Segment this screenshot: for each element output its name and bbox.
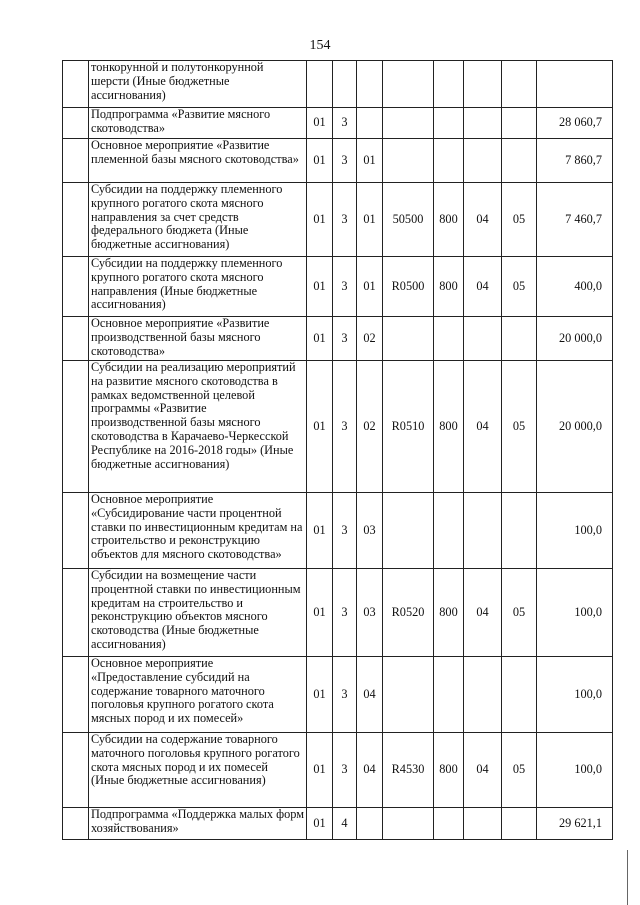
code-cell bbox=[464, 493, 502, 569]
code-cell: 03 bbox=[357, 493, 383, 569]
code-cell: 3 bbox=[333, 569, 357, 657]
code-cell: R0500 bbox=[383, 257, 434, 317]
blank-cell bbox=[63, 183, 89, 257]
code-cell: 01 bbox=[307, 493, 333, 569]
code-cell bbox=[502, 139, 537, 183]
code-cell: 800 bbox=[434, 257, 464, 317]
code-cell bbox=[464, 61, 502, 108]
name-cell: Субсидии на поддержку племенного крупного рогатого скота мясного направления за счет средств федерального бюджета (Иные бюджетные ассигнования) bbox=[89, 183, 307, 257]
code-cell: 04 bbox=[464, 361, 502, 493]
blank-cell bbox=[63, 317, 89, 361]
code-cell bbox=[333, 61, 357, 108]
code-cell: 800 bbox=[434, 361, 464, 493]
table-row bbox=[63, 569, 613, 657]
code-cell bbox=[464, 139, 502, 183]
table-row bbox=[63, 108, 613, 139]
code-cell: 04 bbox=[464, 183, 502, 257]
sum-cell: 100,0 bbox=[537, 657, 613, 733]
code-cell bbox=[383, 808, 434, 840]
blank-cell bbox=[63, 108, 89, 139]
code-cell bbox=[383, 317, 434, 361]
code-cell: 04 bbox=[357, 733, 383, 808]
code-cell bbox=[502, 657, 537, 733]
table-row bbox=[63, 317, 613, 361]
code-cell bbox=[502, 317, 537, 361]
table-row bbox=[63, 361, 613, 493]
code-cell: 800 bbox=[434, 183, 464, 257]
code-cell: 3 bbox=[333, 183, 357, 257]
table-row bbox=[63, 733, 613, 808]
code-cell bbox=[502, 61, 537, 108]
code-cell bbox=[357, 108, 383, 139]
code-cell: 3 bbox=[333, 361, 357, 493]
sum-cell: 100,0 bbox=[537, 733, 613, 808]
code-cell: 01 bbox=[307, 257, 333, 317]
sum-cell: 100,0 bbox=[537, 493, 613, 569]
code-cell bbox=[383, 139, 434, 183]
sum-cell: 28 060,7 bbox=[537, 108, 613, 139]
code-cell: 02 bbox=[357, 361, 383, 493]
code-cell: 01 bbox=[307, 317, 333, 361]
code-cell: 04 bbox=[464, 733, 502, 808]
blank-cell bbox=[63, 61, 89, 108]
blank-cell bbox=[63, 139, 89, 183]
code-cell bbox=[434, 657, 464, 733]
name-cell: Субсидии на содержание товарного маточного поголовья крупного рогатого скота мясных пород и их помесей (Иные бюджетные ассигнования) bbox=[89, 733, 307, 808]
code-cell: R4530 bbox=[383, 733, 434, 808]
sum-cell: 400,0 bbox=[537, 257, 613, 317]
code-cell: 05 bbox=[502, 569, 537, 657]
page-number: 154 bbox=[309, 38, 331, 53]
blank-cell bbox=[63, 808, 89, 840]
code-cell bbox=[434, 808, 464, 840]
code-cell bbox=[464, 108, 502, 139]
name-cell: Основное мероприятие «Субсидирование части процентной ставки по инвестиционным кредитам на строительство и реконструкцию объектов для мясного скотоводства» bbox=[89, 493, 307, 569]
code-cell bbox=[434, 139, 464, 183]
code-cell: 05 bbox=[502, 183, 537, 257]
code-cell: R0520 bbox=[383, 569, 434, 657]
table-row bbox=[63, 139, 613, 183]
name-cell: Подпрограмма «Поддержка малых форм хозяйствования» bbox=[89, 808, 307, 840]
blank-cell bbox=[63, 733, 89, 808]
code-cell: 04 bbox=[357, 657, 383, 733]
code-cell: 01 bbox=[307, 733, 333, 808]
blank-cell bbox=[63, 657, 89, 733]
code-cell: 01 bbox=[357, 183, 383, 257]
code-cell bbox=[464, 808, 502, 840]
code-cell bbox=[357, 61, 383, 108]
code-cell: 04 bbox=[464, 569, 502, 657]
table-row bbox=[63, 183, 613, 257]
code-cell bbox=[383, 108, 434, 139]
code-cell: 01 bbox=[357, 139, 383, 183]
code-cell: 01 bbox=[307, 139, 333, 183]
table-row bbox=[63, 657, 613, 733]
code-cell bbox=[383, 493, 434, 569]
code-cell bbox=[434, 493, 464, 569]
blank-cell bbox=[63, 569, 89, 657]
code-cell: 3 bbox=[333, 317, 357, 361]
code-cell: 800 bbox=[434, 569, 464, 657]
code-cell: 01 bbox=[307, 361, 333, 493]
table-row bbox=[63, 61, 613, 108]
code-cell bbox=[357, 808, 383, 840]
code-cell: 01 bbox=[307, 183, 333, 257]
code-cell bbox=[434, 61, 464, 108]
code-cell: 800 bbox=[434, 733, 464, 808]
code-cell: R0510 bbox=[383, 361, 434, 493]
code-cell: 05 bbox=[502, 361, 537, 493]
name-cell: Основное мероприятие «Предоставление субсидий на содержание товарного маточного поголовья крупного рогатого скота мясных пород и их помесей» bbox=[89, 657, 307, 733]
name-cell: Субсидии на реализацию мероприятий на развитие мясного скотоводства в рамках ведомственной целевой программы «Развитие производственной базы мясного скотоводства в Карачаево-Черкесской Республике на 2016-2018 годы» (Иные бюджетные ассигнования) bbox=[89, 361, 307, 493]
name-cell: Субсидии на поддержку племенного крупного рогатого скота мясного направления (Иные бюджетные ассигнования) bbox=[89, 257, 307, 317]
code-cell bbox=[383, 657, 434, 733]
name-cell: Подпрограмма «Развитие мясного скотоводства» bbox=[89, 108, 307, 139]
code-cell bbox=[434, 108, 464, 139]
sum-cell: 20 000,0 bbox=[537, 361, 613, 493]
code-cell: 3 bbox=[333, 139, 357, 183]
blank-cell bbox=[63, 257, 89, 317]
code-cell bbox=[383, 61, 434, 108]
code-cell: 4 bbox=[333, 808, 357, 840]
name-cell: Субсидии на возмещение части процентной ставки по инвестиционным кредитам на строительство и реконструкцию объектов мясного скотоводства (Иные бюджетные ассигнования) bbox=[89, 569, 307, 657]
code-cell bbox=[502, 808, 537, 840]
sum-cell bbox=[537, 61, 613, 108]
code-cell: 05 bbox=[502, 257, 537, 317]
sum-cell: 29 621,1 bbox=[537, 808, 613, 840]
margin-rule bbox=[627, 850, 628, 905]
code-cell bbox=[464, 657, 502, 733]
code-cell: 01 bbox=[307, 808, 333, 840]
code-cell: 3 bbox=[333, 733, 357, 808]
code-cell: 01 bbox=[307, 657, 333, 733]
blank-cell bbox=[63, 493, 89, 569]
code-cell: 3 bbox=[333, 108, 357, 139]
code-cell: 05 bbox=[502, 733, 537, 808]
table-row bbox=[63, 257, 613, 317]
sum-cell: 7 860,7 bbox=[537, 139, 613, 183]
blank-cell bbox=[63, 361, 89, 493]
code-cell: 3 bbox=[333, 257, 357, 317]
code-cell: 03 bbox=[357, 569, 383, 657]
code-cell bbox=[502, 108, 537, 139]
table-row bbox=[63, 493, 613, 569]
code-cell: 3 bbox=[333, 657, 357, 733]
code-cell: 01 bbox=[307, 108, 333, 139]
table-row bbox=[63, 808, 613, 840]
name-cell: Основное мероприятие «Развитие производственной базы мясного скотоводства» bbox=[89, 317, 307, 361]
code-cell: 02 bbox=[357, 317, 383, 361]
code-cell: 3 bbox=[333, 493, 357, 569]
code-cell bbox=[434, 317, 464, 361]
sum-cell: 7 460,7 bbox=[537, 183, 613, 257]
budget-table bbox=[62, 60, 613, 840]
code-cell bbox=[502, 493, 537, 569]
sum-cell: 100,0 bbox=[537, 569, 613, 657]
code-cell: 01 bbox=[357, 257, 383, 317]
name-cell: Основное мероприятие «Развитие племенной базы мясного скотоводства» bbox=[89, 139, 307, 183]
code-cell: 04 bbox=[464, 257, 502, 317]
code-cell: 01 bbox=[307, 569, 333, 657]
code-cell: 50500 bbox=[383, 183, 434, 257]
sum-cell: 20 000,0 bbox=[537, 317, 613, 361]
code-cell bbox=[464, 317, 502, 361]
code-cell bbox=[307, 61, 333, 108]
name-cell: тонкорунной и полутонкорунной шерсти (Иные бюджетные ассигнования) bbox=[89, 61, 307, 108]
